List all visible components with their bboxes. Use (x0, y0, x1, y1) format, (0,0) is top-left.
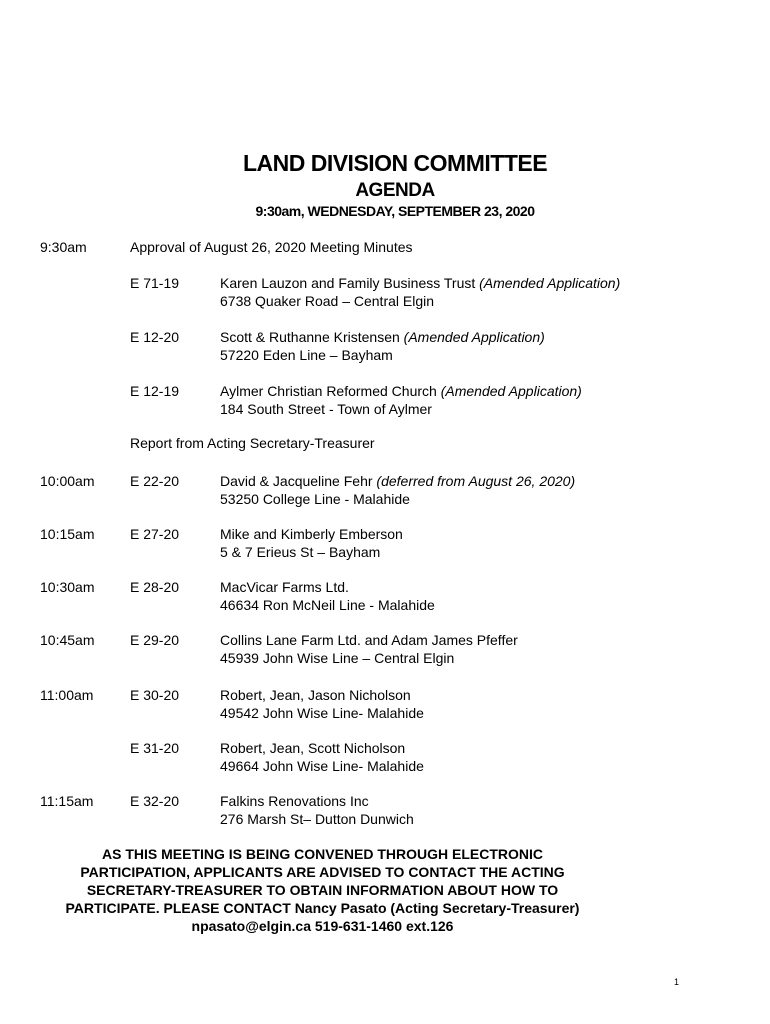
agenda-time: 9:30am (40, 239, 87, 255)
page-title: LAND DIVISION COMMITTEE (242, 150, 548, 176)
approval-text: Approval of August 26, 2020 Meeting Minutes (130, 239, 413, 255)
property-address: 5 & 7 Erieus St – Bayham (220, 544, 381, 560)
file-number: E 12-20 (130, 329, 180, 345)
application-note: (Amended Application) (403, 329, 545, 345)
file-number: E 22-20 (130, 473, 180, 489)
applicant-name: MacVicar Farms Ltd. (220, 579, 349, 595)
page-number: 1 (674, 977, 680, 987)
applicant-name: Karen Lauzon and Family Business Trust (220, 275, 476, 291)
agenda-item (40, 472, 740, 525)
notice-line: PARTICIPATE. PLEASE CONTACT Nancy Pasato (Acting Secretary-Treasurer) (65, 900, 580, 916)
property-address: 49664 John Wise Line- Malahide (220, 758, 424, 774)
property-address: 184 South Street - Town of Aylmer (220, 401, 432, 417)
file-number: E 30-20 (130, 687, 180, 703)
property-address: 6738 Quaker Road – Central Elgin (220, 293, 435, 309)
applicant-name: Robert, Jean, Jason Nicholson (220, 687, 411, 703)
file-number: E 31-20 (130, 740, 180, 756)
file-number: E 32-20 (130, 793, 180, 809)
notice-line: AS THIS MEETING IS BEING CONVENED THROUGH ELECTRONIC (101, 846, 544, 862)
contact-info: npasato@elgin.ca 519-631-1460 ext.126 (191, 918, 454, 934)
agenda-list (40, 238, 740, 832)
approval-row (40, 238, 740, 274)
applicant-name: David & Jacqueline Fehr (220, 473, 373, 489)
meeting-datetime: 9:30am, WEDNESDAY, SEPTEMBER 23, 2020 (255, 203, 535, 219)
notice-line: PARTICIPATION, APPLICANTS ARE ADVISED TO CONTACT THE ACTING (80, 864, 565, 880)
application-note: (deferred from August 26, 2020) (376, 473, 576, 489)
applicant-name: Falkins Renovations Inc (220, 793, 369, 809)
agenda-item (40, 792, 740, 832)
agenda-time: 11:15am (40, 793, 94, 809)
property-address: 53250 College Line - Malahide (220, 491, 410, 507)
report-row (40, 434, 740, 472)
file-number: E 28-20 (130, 579, 180, 595)
agenda-item (40, 382, 740, 434)
application-note: (Amended Application) (440, 383, 582, 399)
file-number: E 12-19 (130, 383, 180, 399)
property-address: 276 Marsh St– Dutton Dunwich (220, 811, 414, 827)
agenda-item (40, 328, 740, 382)
agenda-item (40, 686, 740, 739)
agenda-time: 10:15am (40, 526, 95, 542)
file-number: E 29-20 (130, 632, 180, 648)
agenda-item (40, 578, 740, 631)
agenda-time: 10:45am (40, 632, 95, 648)
agenda-item (40, 739, 740, 792)
agenda-item (40, 525, 740, 578)
property-address: 46634 Ron McNeil Line - Malahide (220, 597, 435, 613)
agenda-heading: AGENDA (355, 180, 435, 201)
agenda-time: 10:30am (40, 579, 95, 595)
property-address: 45939 John Wise Line – Central Elgin (220, 650, 455, 666)
notice-line: SECRETARY-TREASURER TO OBTAIN INFORMATION ABOUT HOW TO (86, 882, 559, 898)
agenda-item (40, 274, 740, 328)
applicant-name: Collins Lane Farm Ltd. and Adam James Pfeffer (220, 632, 518, 648)
agenda-time: 11:00am (40, 687, 94, 703)
file-number: E 27-20 (130, 526, 180, 542)
applicant-name: Mike and Kimberly Emberson (220, 526, 403, 542)
applicant-name: Scott & Ruthanne Kristensen (220, 329, 400, 345)
electronic-participation-notice (20, 845, 625, 935)
file-number: E 71-19 (130, 275, 180, 291)
property-address: 57220 Eden Line – Bayham (220, 347, 393, 363)
agenda-item (40, 631, 740, 686)
application-note: (Amended Application) (479, 275, 621, 291)
applicant-name: Aylmer Christian Reformed Church (220, 383, 437, 399)
report-text: Report from Acting Secretary-Treasurer (130, 435, 375, 451)
agenda-time: 10:00am (40, 473, 95, 489)
applicant-name: Robert, Jean, Scott Nicholson (220, 740, 406, 756)
property-address: 49542 John Wise Line- Malahide (220, 705, 424, 721)
